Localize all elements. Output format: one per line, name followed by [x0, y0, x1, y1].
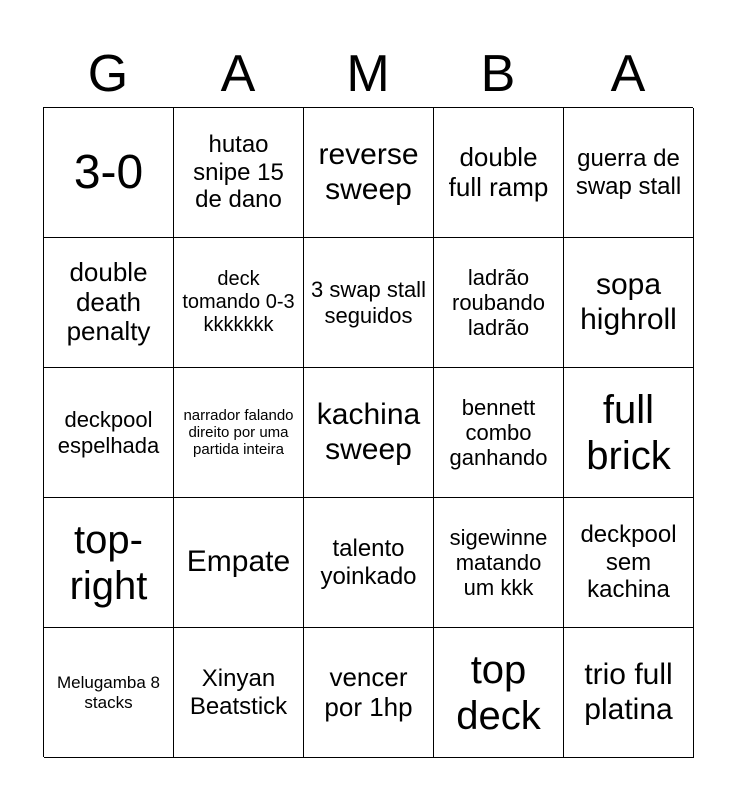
- bingo-cell-r1c2[interactable]: [174, 108, 304, 238]
- cell-text: bennett combo ganhando: [449, 394, 548, 471]
- cell-text: Melugamba 8 stacks: [56, 672, 160, 712]
- cell-text: double full ramp: [448, 141, 549, 202]
- cell-text: sigewinne matando um kkk: [449, 524, 548, 601]
- bingo-cell-r1c4[interactable]: [434, 108, 564, 238]
- cell-text: ladrão roubando ladrão: [452, 264, 545, 341]
- cell-text: double death penalty: [66, 256, 151, 347]
- header-letter-m: M: [346, 45, 390, 103]
- bingo-cell-r3c4[interactable]: [434, 368, 564, 498]
- bingo-cell-r2c1[interactable]: [44, 238, 174, 368]
- bingo-cell-r5c1[interactable]: [44, 628, 174, 758]
- cell-text: Empate: [186, 545, 291, 579]
- bingo-cell-r2c2[interactable]: [174, 238, 304, 368]
- cell-text: deckpool sem kachina: [580, 521, 677, 604]
- cell-text: vencer por 1hp: [324, 661, 413, 722]
- bingo-cell-r1c3[interactable]: [304, 108, 434, 238]
- cell-text: top deck: [456, 647, 541, 738]
- bingo-cell-r2c3[interactable]: [304, 238, 434, 368]
- bingo-cell-r4c5[interactable]: [564, 498, 694, 628]
- bingo-cell-r4c3[interactable]: [304, 498, 434, 628]
- cell-text: talento yoinkado: [320, 534, 417, 590]
- header-letter-a: A: [220, 45, 256, 103]
- bingo-cell-r3c1[interactable]: [44, 368, 174, 498]
- header-letter-a-2: A: [610, 45, 646, 103]
- cell-text: hutao snipe 15 de dano: [193, 131, 284, 214]
- cell-text: 3 swap stall seguidos: [311, 277, 426, 328]
- cell-text: narrador falando direito por uma partida inteira: [183, 406, 294, 459]
- bingo-cell-r5c5[interactable]: [564, 628, 694, 758]
- cell-text: full brick: [586, 387, 671, 478]
- bingo-cell-r2c5[interactable]: [564, 238, 694, 368]
- header-letter-b: B: [480, 45, 516, 103]
- header-letter-g: G: [87, 45, 129, 103]
- cell-text: guerra de swap stall: [575, 144, 682, 200]
- cell-text: deck tomando 0-3 kkkkkkk: [182, 268, 295, 336]
- bingo-cell-r3c5[interactable]: [564, 368, 694, 498]
- cell-text: reverse sweep: [318, 138, 419, 206]
- bingo-cell-r4c2[interactable]: [174, 498, 304, 628]
- bingo-cell-r2c4[interactable]: [434, 238, 564, 368]
- cell-text: deckpool espelhada: [57, 407, 160, 458]
- bingo-cell-r5c3[interactable]: [304, 628, 434, 758]
- cell-text: 3-0: [73, 145, 144, 199]
- bingo-header: [43, 40, 693, 108]
- cell-text: sopa highroll: [580, 268, 677, 336]
- cell-text: kachina sweep: [316, 398, 421, 466]
- cell-text: Xinyan Beatstick: [189, 664, 288, 720]
- bingo-cell-r5c2[interactable]: [174, 628, 304, 758]
- bingo-board: [43, 107, 693, 757]
- bingo-cell-r1c5[interactable]: [564, 108, 694, 238]
- cell-text: trio full platina: [584, 658, 673, 726]
- bingo-cell-r1c1[interactable]: [44, 108, 174, 238]
- cell-text: top-right: [69, 517, 148, 608]
- bingo-cell-r5c4[interactable]: [434, 628, 564, 758]
- bingo-cell-r4c4[interactable]: [434, 498, 564, 628]
- bingo-cell-r3c2[interactable]: [174, 368, 304, 498]
- bingo-cell-r3c3[interactable]: [304, 368, 434, 498]
- bingo-cell-r4c1[interactable]: [44, 498, 174, 628]
